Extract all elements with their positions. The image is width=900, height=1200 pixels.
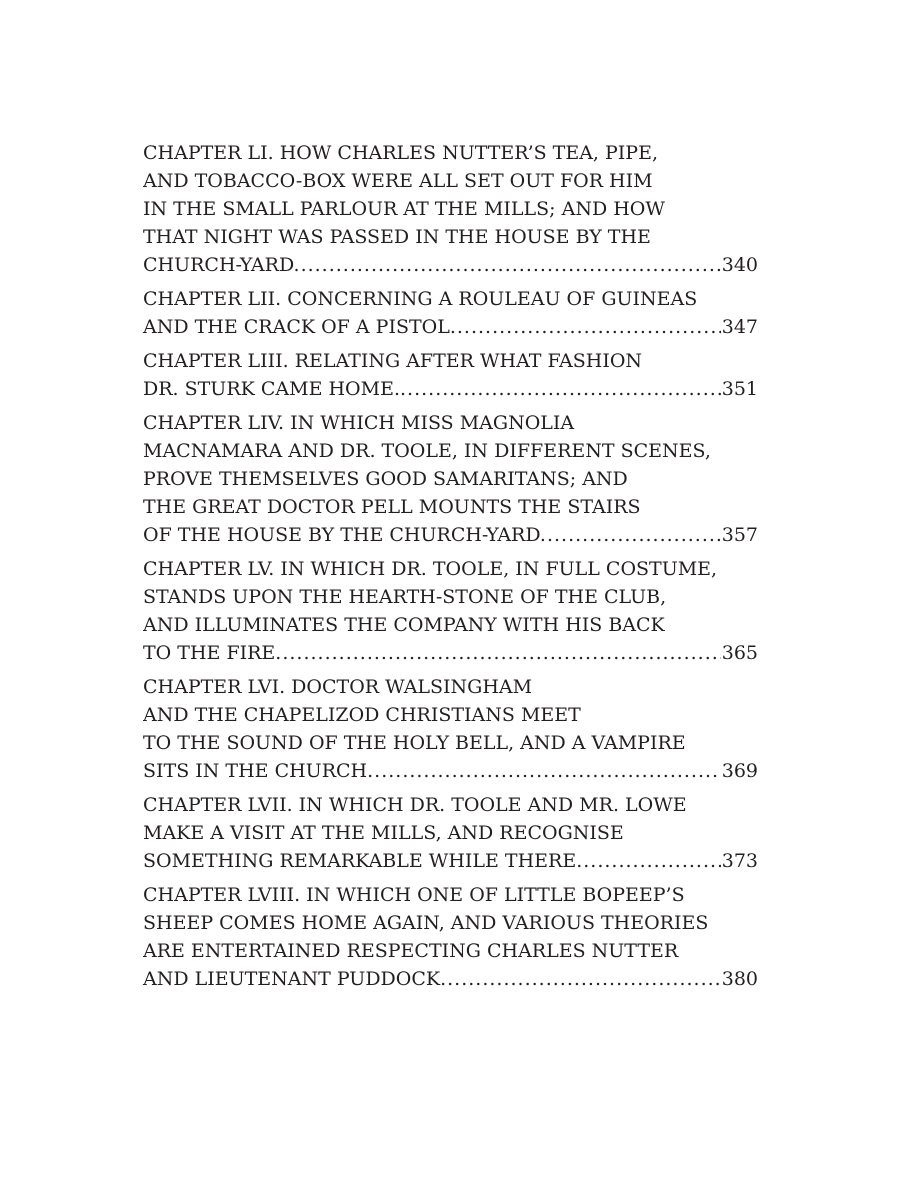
toc-line: CHAPTER LI. HOW CHARLES NUTTER’S TEA, PIPE, (143, 142, 658, 164)
toc-line: CHAPTER LIII. RELATING AFTER WHAT FASHION (143, 350, 643, 372)
toc-entry-chapter-57[interactable] (143, 791, 758, 875)
toc-line: AND ILLUMINATES THE COMPANY WITH HIS BACK (143, 614, 665, 636)
toc-entry-chapter-55[interactable] (143, 555, 758, 667)
toc-last-line (143, 375, 758, 403)
toc-line: AND TOBACCO-BOX WERE ALL SET OUT FOR HIM (143, 170, 653, 192)
toc-entry-chapter-56[interactable] (143, 673, 758, 785)
page-number: 357 (721, 524, 758, 546)
toc-line: AND LIEUTENANT PUDDOCK. (143, 968, 447, 990)
dot-leader (374, 757, 721, 785)
toc-line: TO THE FIRE. (143, 642, 282, 664)
toc-line: MAKE A VISIT AT THE MILLS, AND RECOGNISE (143, 822, 624, 844)
toc-last-line (143, 847, 758, 875)
toc-last-line (143, 521, 758, 549)
toc-line: TO THE SOUND OF THE HOLY BELL, AND A VAMPIRE (143, 732, 686, 754)
toc-line: CHAPTER LIV. IN WHICH MISS MAGNOLIA (143, 412, 575, 434)
page-number: 369 (721, 760, 758, 782)
toc-line: STANDS UPON THE HEARTH-STONE OF THE CLUB, (143, 586, 667, 608)
dot-leader (547, 521, 721, 549)
page-number: 365 (721, 642, 758, 664)
toc-line: SITS IN THE CHURCH. (143, 760, 374, 782)
toc-entry-chapter-54[interactable] (143, 409, 758, 549)
toc-line: PROVE THEMSELVES GOOD SAMARITANS; AND (143, 468, 628, 490)
dot-leader (447, 965, 721, 993)
toc-last-line (143, 251, 758, 279)
toc-line: CHAPTER LVIII. IN WHICH ONE OF LITTLE BOPEEP’S (143, 884, 685, 906)
page-number: 351 (721, 378, 758, 400)
toc-line: CHAPTER LVI. DOCTOR WALSINGHAM (143, 676, 533, 698)
toc-line: CHAPTER LV. IN WHICH DR. TOOLE, IN FULL COSTUME, (143, 558, 718, 580)
toc-last-line (143, 757, 758, 785)
toc-entry-chapter-58[interactable] (143, 881, 758, 993)
table-of-contents (143, 139, 758, 999)
dot-leader (583, 847, 720, 875)
toc-last-line (143, 313, 758, 341)
toc-entry-chapter-52[interactable] (143, 285, 758, 341)
toc-line: AND THE CRACK OF A PISTOL. (143, 316, 456, 338)
dot-leader (301, 251, 721, 279)
toc-line: CHAPTER LVII. IN WHICH DR. TOOLE AND MR. LOWE (143, 794, 687, 816)
dot-leader (457, 313, 721, 341)
page-number: 380 (721, 968, 758, 990)
toc-line: THE GREAT DOCTOR PELL MOUNTS THE STAIRS (143, 496, 641, 518)
toc-line: OF THE HOUSE BY THE CHURCH-YARD. (143, 524, 546, 546)
toc-entry-chapter-53[interactable] (143, 347, 758, 403)
page-number: 347 (721, 316, 758, 338)
dot-leader (407, 375, 721, 403)
dot-leader (282, 639, 720, 667)
page-number: 373 (721, 850, 758, 872)
toc-line: ARE ENTERTAINED RESPECTING CHARLES NUTTER (143, 940, 679, 962)
toc-line: MACNAMARA AND DR. TOOLE, IN DIFFERENT SCENES, (143, 440, 711, 462)
toc-line: THAT NIGHT WAS PASSED IN THE HOUSE BY THE (143, 226, 651, 248)
page-number: 340 (721, 254, 758, 276)
toc-line: CHURCH-YARD. (143, 254, 300, 276)
toc-line: IN THE SMALL PARLOUR AT THE MILLS; AND HOW (143, 198, 665, 220)
toc-line: AND THE CHAPELIZOD CHRISTIANS MEET (143, 704, 581, 726)
toc-line: DR. STURK CAME HOME.. (143, 378, 407, 400)
toc-line: SOMETHING REMARKABLE WHILE THERE. (143, 850, 583, 872)
toc-line: CHAPTER LII. CONCERNING A ROULEAU OF GUINEAS (143, 288, 698, 310)
toc-line: SHEEP COMES HOME AGAIN, AND VARIOUS THEORIES (143, 912, 709, 934)
toc-entry-chapter-51[interactable] (143, 139, 758, 279)
toc-last-line (143, 965, 758, 993)
toc-last-line (143, 639, 758, 667)
